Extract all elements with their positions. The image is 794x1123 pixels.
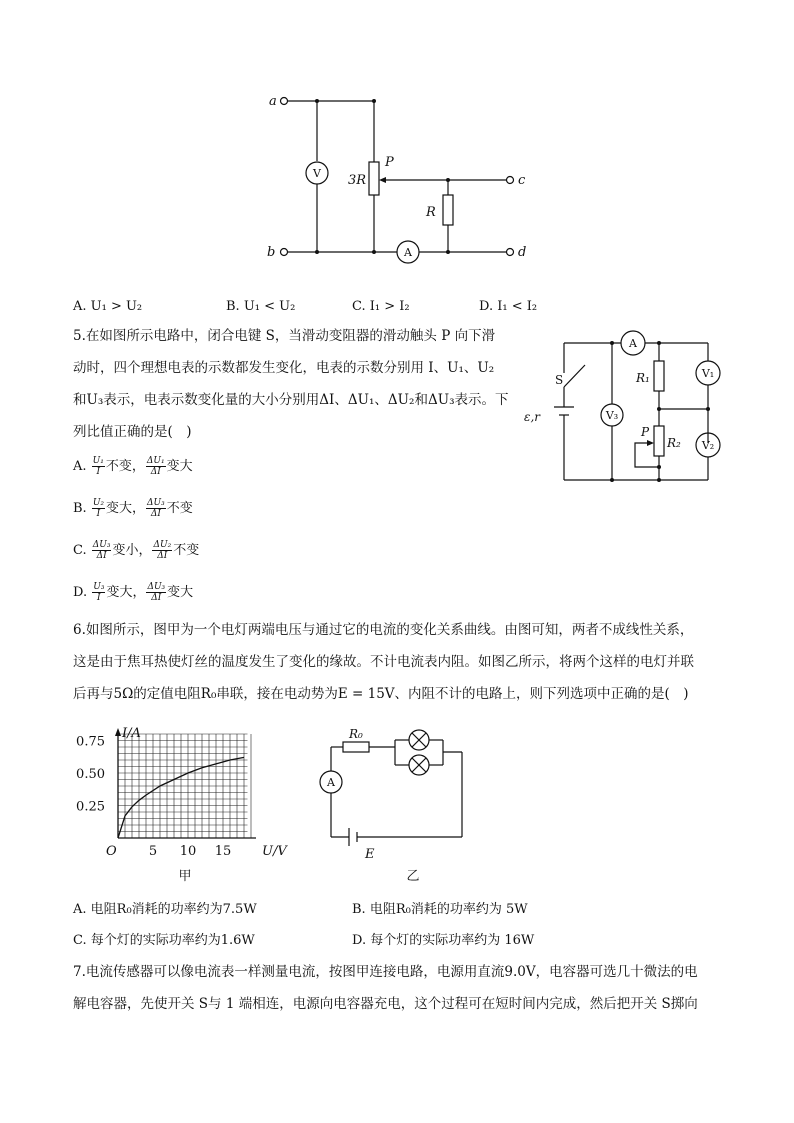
option-text: 不变， xyxy=(105,459,145,474)
label-p: P xyxy=(641,425,650,439)
chart-title: 甲 xyxy=(178,869,192,882)
figure-jia-chart xyxy=(70,722,300,882)
ammeter-label: A xyxy=(327,776,335,789)
y-axis-label: I/A xyxy=(122,726,141,741)
fraction: $\frac{\text{U₂}}{I}$ xyxy=(92,498,105,519)
q5-option-c[interactable] xyxy=(73,540,199,561)
q6-line-1: 6.如图所示，图甲为一个电灯两端电压与通过它的电流的变化关系曲线。由图可知，两者不成线性关系， xyxy=(73,622,694,638)
option-label: D. xyxy=(73,585,88,600)
label-d: d xyxy=(518,245,527,260)
label-p: P xyxy=(385,155,394,170)
option-text: 变大 xyxy=(167,585,194,600)
q6-option-b[interactable]: B. 电阻R₀消耗的功率约为 5W xyxy=(352,902,528,917)
q6-option-a[interactable]: A. 电阻R₀消耗的功率约为7.5W xyxy=(73,902,257,917)
q5-line-1: 5.在如图所示电路中，闭合电键 S，当滑动变阻器的滑动触头 P 向下滑 xyxy=(73,328,496,344)
voltmeter-label: V xyxy=(313,167,321,180)
origin-label: O xyxy=(106,844,117,859)
option-text: 变小， xyxy=(112,543,152,558)
q4-option-b[interactable]: B. U₁ < U₂ xyxy=(226,299,296,314)
label-r1: R₁ xyxy=(636,371,650,385)
label-emf: ε,r xyxy=(524,410,540,424)
label-b: b xyxy=(267,245,276,260)
figure-1-circuit xyxy=(260,88,540,268)
label-3r: 3R xyxy=(348,173,367,188)
q6-option-d[interactable]: D. 每个灯的实际功率约为 16W xyxy=(352,933,535,948)
q5-option-b[interactable] xyxy=(73,498,193,519)
y-axis-arrow xyxy=(115,728,121,736)
y-tick-label: 0.50 xyxy=(76,767,105,782)
figure-yi-circuit xyxy=(315,722,475,882)
y-tick-label: 0.75 xyxy=(76,734,105,750)
q5-line-4: 列比值正确的是( ) xyxy=(73,424,192,440)
q5-line-3: 和U₃表示，电表示数变化量的大小分别用ΔI、ΔU₁、ΔU₂和ΔU₃表示。下 xyxy=(73,392,509,408)
q7-line-1: 7.电流传感器可以像电流表一样测量电流，按图甲连接电路，电源用直流9.0V，电容器可选几十微法的电 xyxy=(73,964,698,980)
label-a: a xyxy=(269,94,277,109)
option-text: 不变 xyxy=(166,501,193,516)
x-tick-label: 5 xyxy=(148,844,158,859)
label-e: E xyxy=(365,847,375,862)
label-s: S xyxy=(555,373,564,387)
option-label: A. xyxy=(73,459,87,474)
option-text: 变大 xyxy=(166,459,193,474)
ammeter-label: A xyxy=(404,246,412,259)
q4-option-a[interactable]: A. U₁ > U₂ xyxy=(73,299,143,314)
fraction: $\frac{\text{U₃}}{I}$ xyxy=(93,582,105,603)
option-text: 不变 xyxy=(173,543,200,558)
q5-line-2: 动时，四个理想电表的示数都发生变化，电表的示数分别用 I、U₁、U₂ xyxy=(73,360,495,376)
ammeter-label: A xyxy=(629,337,637,350)
option-label: B. xyxy=(73,501,87,516)
option-text: 变大， xyxy=(106,585,146,600)
q4-option-d[interactable]: D. I₁ < I₂ xyxy=(479,299,538,314)
q7-line-2: 解电容器，先使开关 S与 1 端相连，电源向电容器充电，这个过程可在短时间内完成，然后把开关 S掷向 xyxy=(73,996,698,1012)
label-r0: R₀ xyxy=(349,727,363,741)
y-tick-label: 0.25 xyxy=(76,799,105,815)
figure-2-circuit xyxy=(520,325,730,490)
label-c: c xyxy=(518,173,526,188)
option-label: C. xyxy=(73,543,87,558)
q4-option-c[interactable]: C. I₁ > I₂ xyxy=(352,299,410,314)
label-r2: R₂ xyxy=(667,436,681,450)
x-tick-label: 15 xyxy=(214,844,232,859)
q6-option-c[interactable]: C. 每个灯的实际功率约为1.6W xyxy=(73,933,255,948)
x-axis-label: U/V xyxy=(262,844,287,859)
option-text: 变大， xyxy=(106,501,146,516)
fraction: $\frac{\text{U₁}}{I}$ xyxy=(92,456,104,477)
voltmeter-1-label: V₁ xyxy=(701,367,715,380)
fraction: $\frac{\text{ΔU₃}}{\Delta I}$ xyxy=(147,498,165,519)
q6-line-3: 后再与5Ω的定值电阻R₀串联，接在电动势为E = 15V、内阻不计的电路上，则下列选项中正确的是( ) xyxy=(73,686,689,702)
label-r: R xyxy=(426,205,436,220)
q6-line-2: 这是由于焦耳热使灯丝的温度发生了变化的缘故。不计电流表内阻。如图乙所示，将两个这样的电灯并联 xyxy=(73,654,694,670)
fraction: $\frac{\text{ΔU₃}}{\Delta I}$ xyxy=(92,540,111,561)
voltmeter-3-label: V₃ xyxy=(605,409,619,422)
fraction: $\frac{\text{ΔU₁}}{\Delta I}$ xyxy=(146,456,165,477)
fraction: $\frac{\text{ΔU₃}}{\Delta I}$ xyxy=(147,582,166,603)
x-tick-label: 10 xyxy=(179,844,197,859)
voltmeter-2-label: V₂ xyxy=(701,439,715,452)
q5-option-d[interactable] xyxy=(73,582,193,603)
figure-label: 乙 xyxy=(406,869,420,882)
q5-option-a[interactable] xyxy=(73,456,193,477)
fraction: $\frac{\text{ΔU₂}}{\Delta I}$ xyxy=(153,540,172,561)
